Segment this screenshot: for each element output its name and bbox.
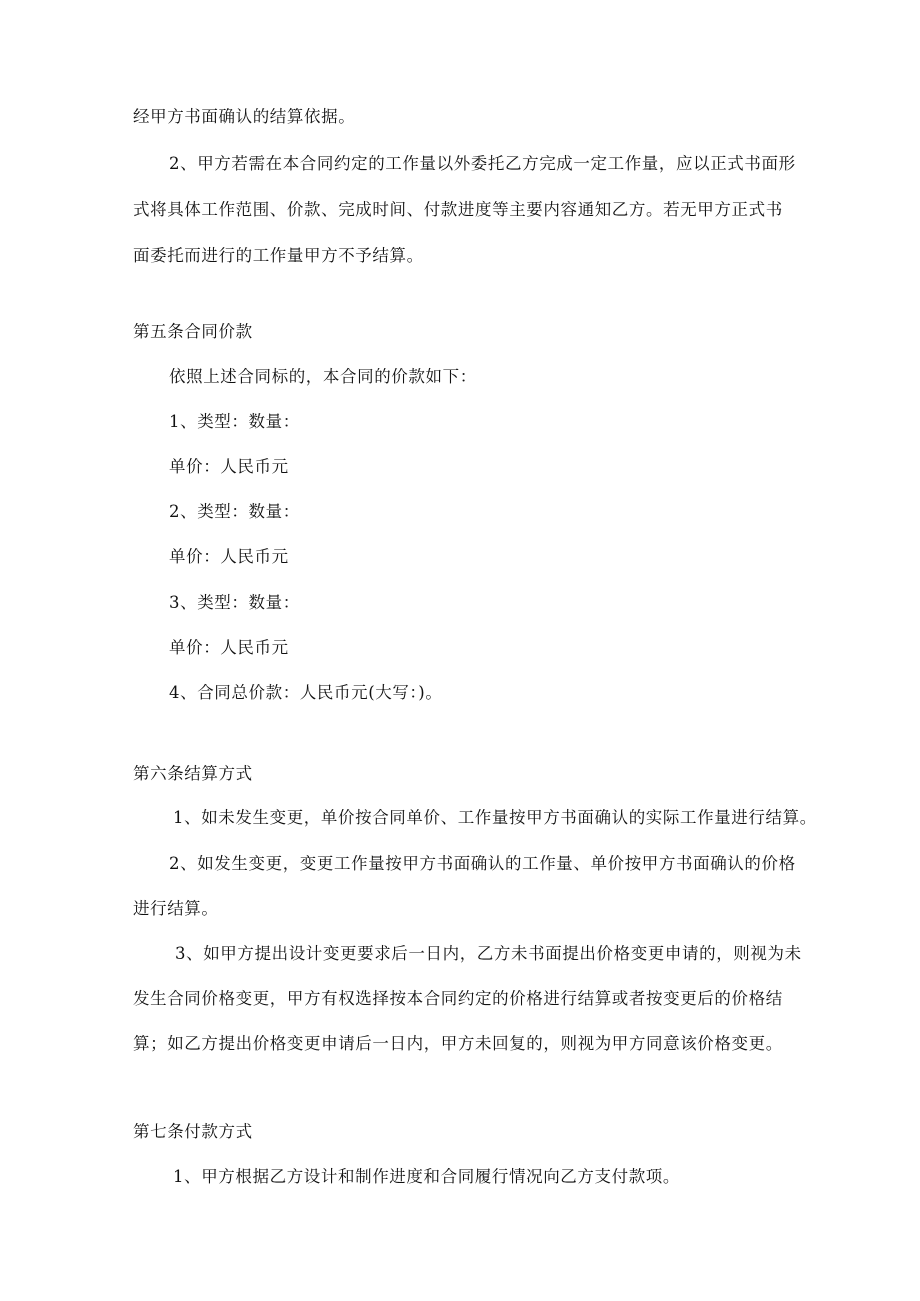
price-item-1-type: 1、类型：数量： — [169, 412, 300, 431]
article-5-heading: 第五条合同价款 — [133, 322, 253, 341]
price-item-1-unit-price: 单价：人民币元 — [169, 457, 289, 476]
article-5-intro: 依照上述合同标的，本合同的价款如下： — [169, 367, 477, 386]
article-6-heading: 第六条结算方式 — [133, 764, 253, 783]
article-7-heading: 第七条付款方式 — [133, 1122, 253, 1141]
settlement-clause-2-line-2: 进行结算。 — [133, 899, 219, 918]
clause-extra-work-line-1: 2、甲方若需在本合同约定的工作量以外委托乙方完成一定工作量，应以正式书面形 — [169, 154, 796, 173]
settlement-clause-3-line-3: 算；如乙方提出价格变更申请后一日内，甲方未回复的，则视为甲方同意该价格变更。 — [133, 1034, 783, 1053]
payment-clause-1: 1、甲方根据乙方设计和制作进度和合同履行情况向乙方支付款项。 — [173, 1167, 680, 1186]
price-item-3-type: 3、类型：数量： — [169, 593, 300, 612]
clause-extra-work-line-3: 面委托而进行的工作量甲方不予结算。 — [133, 246, 424, 265]
settlement-clause-2-line-1: 2、如发生变更，变更工作量按甲方书面确认的工作量、单价按甲方书面确认的价格 — [169, 854, 796, 873]
contract-total-price: 4、合同总价款：人民币元(大写：)。 — [169, 683, 443, 702]
settlement-clause-3-line-1: 3、如甲方提出设计变更要求后一日内，乙方未书面提出价格变更申请的，则视为未 — [175, 944, 802, 963]
settlement-clause-1: 1、如未发生变更，单价按合同单价、工作量按甲方书面确认的实际工作量进行结算。 — [173, 808, 817, 827]
intro-line: 经甲方书面确认的结算依据。 — [133, 107, 356, 126]
price-item-3-unit-price: 单价：人民币元 — [169, 638, 289, 657]
price-item-2-type: 2、类型：数量： — [169, 502, 300, 521]
price-item-2-unit-price: 单价：人民币元 — [169, 547, 289, 566]
settlement-clause-3-line-2: 发生合同价格变更，甲方有权选择按本合同约定的价格进行结算或者按变更后的价格结 — [133, 989, 783, 1008]
clause-extra-work-line-2: 式将具体工作范围、价款、完成时间、付款进度等主要内容通知乙方。若无甲方正式书 — [133, 200, 783, 219]
